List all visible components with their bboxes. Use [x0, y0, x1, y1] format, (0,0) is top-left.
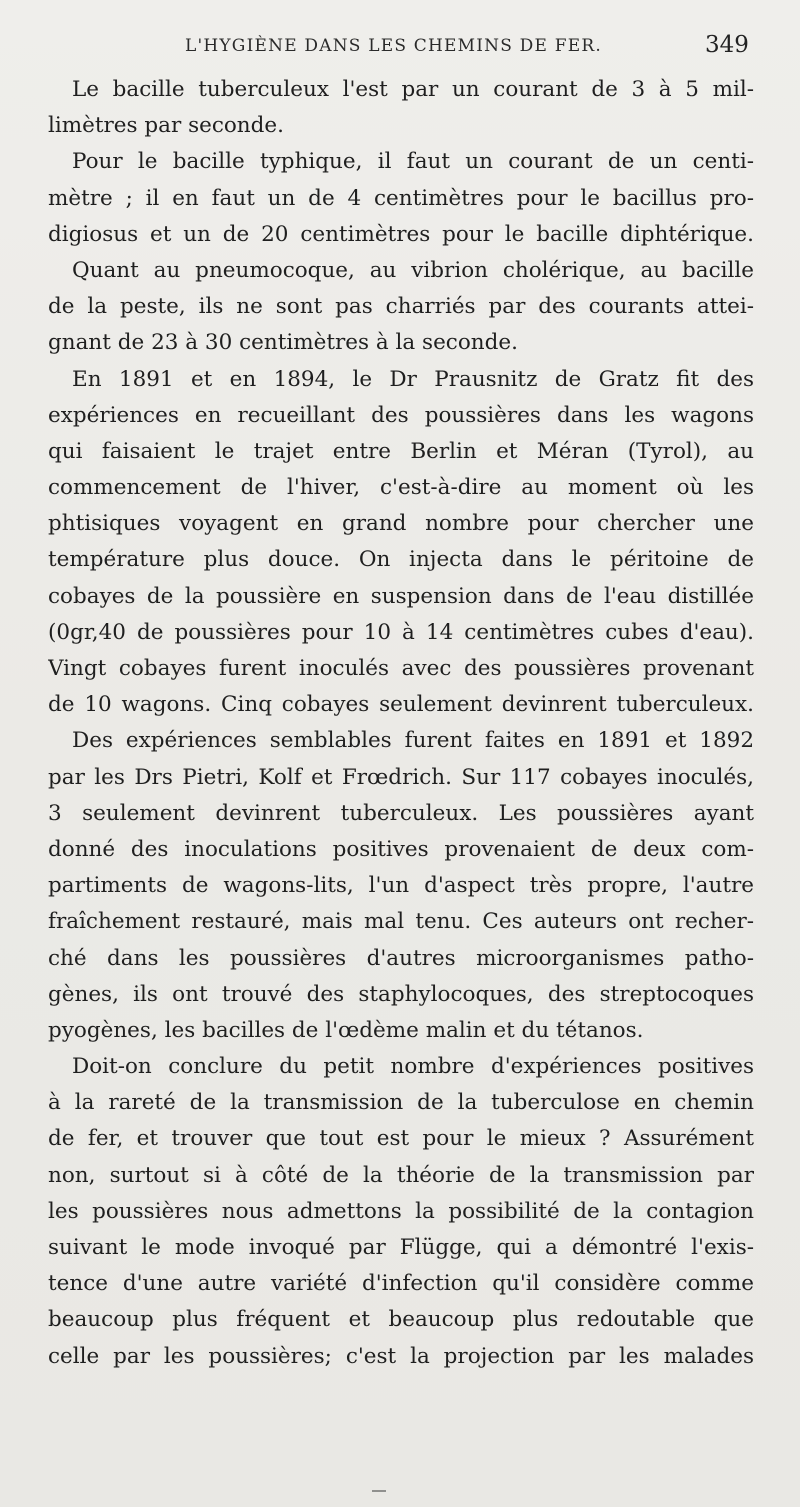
page-header — [0, 28, 800, 62]
page-number: 349 — [705, 32, 749, 58]
text-line: beaucoup plus fréquent et beaucoup plus redoutable que — [48, 1307, 754, 1333]
text-line: ché dans les poussières d'autres microorganismes patho- — [48, 945, 754, 971]
text-line: gènes, ils ont trouvé des staphylocoques, des streptocoques — [48, 981, 754, 1007]
text-line: Doit-on conclure du petit nombre d'expériences positives — [72, 1054, 754, 1080]
text-line: (0gr,40 de poussières pour 10 à 14 centimètres cubes d'eau). — [48, 619, 754, 645]
text-line: suivant le mode invoqué par Flügge, qui a démontré l'exis- — [48, 1235, 754, 1260]
text-line: celle par les poussières; c'est la projection par les malades — [48, 1343, 754, 1369]
text-line: En 1891 et en 1894, le Dr Prausnitz de Gratz fit des — [72, 366, 754, 392]
text-line: de 10 wagons. Cinq cobayes seulement devinrent tuberculeux. — [48, 692, 754, 718]
text-line: à la rareté de la transmission de la tuberculose en chemin — [48, 1090, 754, 1116]
text-line: Le bacille tuberculeux l'est par un courant de 3 à 5 mil- — [72, 77, 754, 102]
text-line: qui faisaient le trajet entre Berlin et Méran (Tyrol), au — [48, 438, 754, 464]
text-line: gnant de 23 à 30 centimètres à la seconde. — [48, 330, 518, 356]
text-line: non, surtout si à côté de la théorie de la transmission par — [48, 1162, 754, 1188]
text-line: tence d'une autre variété d'infection qu'il considère comme — [48, 1271, 754, 1297]
text-line: température plus douce. On injecta dans le péritoine de — [48, 547, 754, 573]
text-line: Pour le bacille typhique, il faut un courant de un centi- — [72, 149, 754, 175]
text-line: les poussières nous admettons la possibilité de la contagion — [48, 1198, 754, 1224]
text-line: de fer, et trouver que tout est pour le mieux ? Assurément — [48, 1126, 754, 1152]
text-line: pyogènes, les bacilles de l'œdème malin et du tétanos. — [48, 1017, 644, 1043]
text-line: phtisiques voyagent en grand nombre pour chercher une — [48, 511, 754, 537]
text-line: de la peste, ils ne sont pas charriés par des courants attei- — [48, 294, 754, 320]
text-line: Vingt cobayes furent inoculés avec des poussières provenant — [48, 656, 754, 681]
text-line: Des expériences semblables furent faites en 1891 et 1892 — [72, 728, 754, 754]
text-line: limètres par seconde. — [48, 113, 284, 139]
text-line: cobayes de la poussière en suspension dans de l'eau distillée — [48, 583, 754, 609]
text-line: 3 seulement devinrent tuberculeux. Les poussières ayant — [48, 800, 754, 826]
text-line: par les Drs Pietri, Kolf et Frœdrich. Sur 117 cobayes inoculés, — [48, 764, 754, 790]
text-line: donné des inoculations positives provenaient de deux com- — [48, 836, 754, 862]
text-line: mètre ; il en faut un de 4 centimètres pour le bacillus pro- — [48, 185, 754, 211]
text-line: partiments de wagons-lits, l'un d'aspect très propre, l'autre — [48, 873, 754, 899]
print-mark — [372, 1490, 386, 1492]
text-line: digiosus et un de 20 centimètres pour le bacille diphtérique. — [48, 221, 754, 247]
text-line: expériences en recueillant des poussières dans les wagons — [48, 402, 754, 428]
running-title: L'HYGIÈNE DANS LES CHEMINS DE FER. — [185, 36, 602, 56]
text-line: Quant au pneumocoque, au vibrion cholérique, au bacille — [72, 257, 754, 283]
text-line: fraîchement restauré, mais mal tenu. Ces auteurs ont recher- — [48, 909, 754, 935]
body-text — [48, 72, 754, 1375]
text-line: commencement de l'hiver, c'est-à-dire au moment où les — [48, 475, 754, 501]
